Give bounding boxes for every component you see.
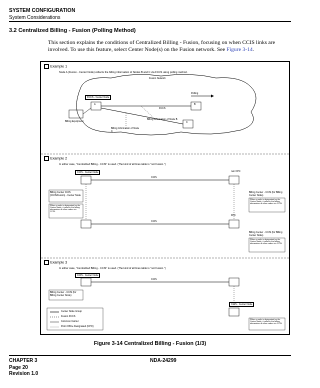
example3-label-wrap — [44, 260, 67, 265]
ex3-text-right: When a node is designated as the Center Node, it collects the billing information of other nodes via CCIS. — [250, 319, 283, 325]
example3-note: In either case, "Centralized Billing - CCIS" is used. (The kind of all lines table is "not Fusion.") — [59, 267, 166, 270]
ex3-center-node-right-label: CCIS - Center Node — [231, 303, 253, 306]
header-rule — [9, 21, 291, 22]
example1-label: Example 1 — [50, 64, 68, 69]
example2-label-wrap — [44, 156, 67, 161]
section-paragraph — [48, 40, 283, 54]
equipment-link-line — [83, 108, 91, 114]
footer-rule — [9, 355, 291, 356]
figure-frame — [40, 61, 290, 335]
footer-page: Page 20 — [9, 364, 28, 371]
billing-c-label: Billing Information of Node C — [111, 127, 140, 133]
ex2-billing-right1-label: Billing Center - CCIS (for Billing Center Node) — [249, 191, 283, 197]
node-a-shape — [91, 102, 101, 110]
ex2-ccis-label1: CCIS — [151, 176, 157, 179]
fusion-network-label: Fusion Network — [149, 77, 166, 80]
node-b-label: B — [194, 103, 196, 106]
legend-item-1: Center Node Group — [61, 310, 82, 313]
polling-label: Polling — [191, 92, 199, 95]
running-header-title: SYSTEM CONFIGURATION — [9, 8, 76, 14]
node-b-shape — [191, 102, 201, 110]
paragraph-end: . — [252, 47, 255, 54]
footer-doc: NDA-24299 — [150, 358, 177, 364]
node-c-shape — [183, 120, 193, 128]
ex2-billing-center-label: Billing Center CCIS (CCIS/Fusion) - Center Node — [50, 191, 81, 197]
ex3-ccis-label: CCIS — [151, 278, 157, 281]
ex2-billing-right2-label: Billing Center - CCIS (for Billing Center Node) — [249, 231, 283, 237]
ex2-non-fpc-label: non FPC — [231, 170, 241, 173]
polling-arrowhead — [211, 95, 214, 98]
legend-item-2: Fusion FCCS — [61, 315, 76, 318]
ex2-fpc-label: FPC — [231, 214, 236, 217]
ex2-center-node-label: CCIS - Center Node — [77, 171, 99, 174]
ex2-text-center: When a node is designated as the Center Node, it collects the billing information of other nodes via CCIS. — [50, 205, 81, 213]
center-node-label: FCCS - Center Node — [87, 96, 110, 99]
legend-item-3: Common Carrier — [61, 320, 79, 323]
footer-revision: Revision 1.0 — [9, 371, 39, 377]
fusion-network-cloud — [76, 74, 256, 135]
billing-equipment-label: Billing Equipment — [65, 120, 84, 123]
ex2-text-right1: When a node is designated as the Center Node, it collects the billing information of other nodes via CCIS. — [250, 199, 283, 205]
ex3-center-node-label: CCIS - Center Node — [77, 274, 99, 277]
example3-label: Example 3 — [50, 260, 68, 265]
ex2-node-right1 — [229, 176, 239, 184]
ex2-node-left — [81, 176, 91, 184]
figure-link[interactable]: Figure 3-14 — [226, 47, 253, 54]
example2-checkbox-icon — [44, 156, 49, 161]
ex3-node-right1 — [229, 278, 239, 286]
ex2-node-left2 — [81, 220, 91, 228]
fccs-line-ac — [101, 108, 183, 124]
paragraph-text: This section explains the conditions of Centralized Billing - Fusion, focusing on when CCIS links are involved. To use this feature, select Center Node(s) on the Fusion network. See — [48, 40, 276, 54]
example2-note: In either case, "Centralized Billing - CCIS" is used. (The kind of all lines table is "not Fusion.") — [59, 163, 166, 166]
fccs-label: FCCS — [159, 107, 166, 110]
example1-note: Node A (Fusion - Center Node) collects the billing information of Nodes B and C via FCCS using polling method. — [59, 71, 188, 74]
ex2-ccis-label2: CCIS — [151, 220, 157, 223]
ex3-node-right2 — [229, 308, 239, 316]
ex3-node-left — [81, 278, 91, 286]
ex2-text-right2: When a node is designated as the Center Node, it collects the billing information of other nodes via CCIS. — [250, 239, 283, 245]
example3-checkbox-icon — [44, 260, 49, 265]
example2-label: Example 2 — [50, 156, 68, 161]
ex2-node-right2 — [229, 220, 239, 228]
node-a-label: A — [94, 103, 96, 106]
running-header-subtitle: System Considerations — [9, 14, 61, 21]
footer-chapter: CHAPTER 3 — [9, 358, 38, 364]
node-c-label: C — [186, 121, 188, 124]
section-heading: 3.2 Centralized Billing - Fusion (Polling Method) — [9, 28, 136, 34]
billing-b-label: Billing Information of Node B — [147, 118, 178, 121]
figure-caption: Figure 3-14 Centralized Billing - Fusion (1/3) — [93, 341, 207, 347]
billing-equipment-shape — [69, 110, 83, 118]
legend-item-4: Point Office Designated (CPO) — [61, 325, 94, 328]
ex3-billing-left-label: Billing Center - CCIS (for Billing Center Node) — [50, 291, 77, 297]
